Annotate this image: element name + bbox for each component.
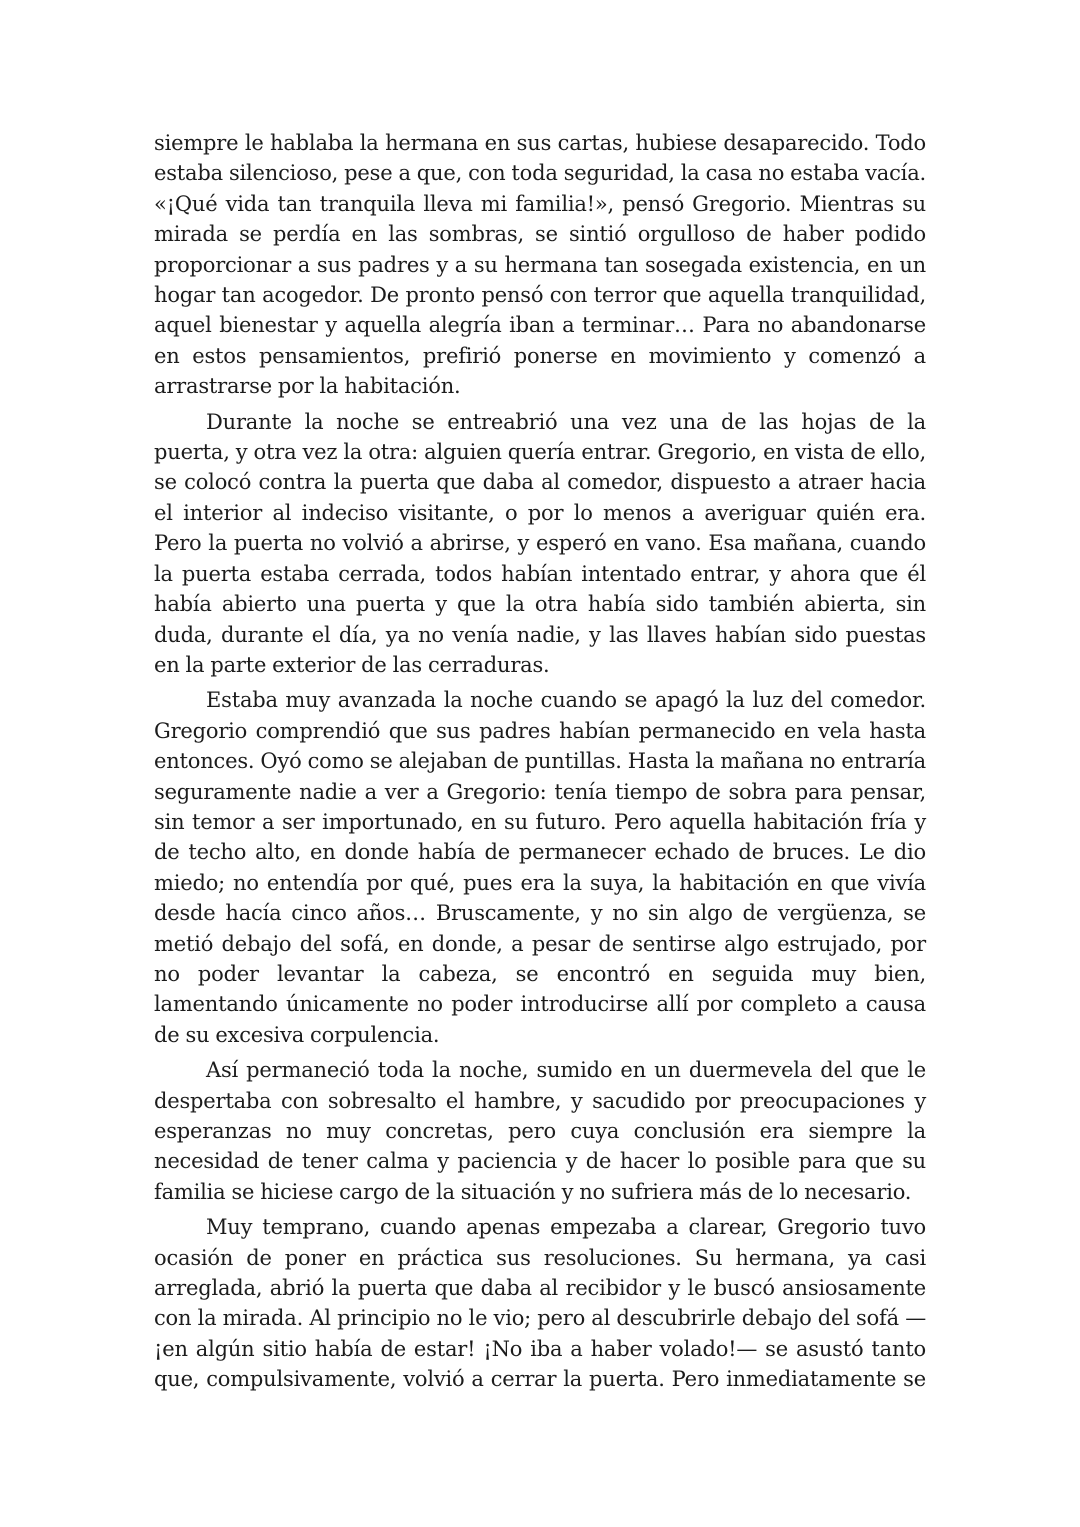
paragraph-3: Estaba muy avanzada la noche cuando se apagó la luz del comedor. Gregorio comprendió que sus padres habían permanecido en vela hasta entonces. Oyó como se alejaban de puntillas. Hasta la mañana no entraría seguramente nadie a ver a Gregorio: tenía tiempo de sobra para pensar, sin temor a ser importunado, en su futuro. Pero aquella habitación fría y de techo alto, en donde había de permanecer echado de bruces. Le dio miedo; no entendía por qué, pues era la suya, la habitación en que vivía desde hacía cinco años… Bruscamente, y no sin algo de vergüenza, se metió debajo del sofá, en donde, a pesar de sentirse algo estrujado, por no poder levantar la cabeza, se encontró en seguida muy bien, lamentando únicamente no poder introducirse allí por completo a causa de su excesiva corpulencia. (154, 688, 926, 1047)
paragraph-4: Así permaneció toda la noche, sumido en un duermevela del que le despertaba con sobresalto el hambre, y sacudido por preocupaciones y esperanzas no muy concretas, pero cuya conclusión era siempre la necesidad de tener calma y paciencia y de hacer lo posible para que su familia se hiciese cargo de la situación y no sufriera más de lo necesario. (154, 1058, 926, 1204)
paragraph-1: siempre le hablaba la hermana en sus cartas, hubiese desaparecido. Todo estaba silencioso, pese a que, con toda seguridad, la casa no estaba vacía. «¡Qué vida tan tranquila lleva mi familia!», pensó Gregorio. Mientras su mirada se perdía en las sombras, se sintió orgulloso de haber podido proporcionar a sus padres y a su hermana tan sosegada existencia, en un hogar tan acogedor. De pronto pensó con terror que aquella tranquilidad, aquel bienestar y aquella alegría iban a terminar… Para no abandonarse en estos pensamientos, prefirió ponerse en movimiento y comenzó a arrastrarse por la habitación. (154, 131, 926, 399)
paragraph-2: Durante la noche se entreabrió una vez una de las hojas de la puerta, y otra vez la otra: alguien quería entrar. Gregorio, en vista de ello, se colocó contra la puerta que daba al comedor, dispuesto a atraer hacia el interior al indeciso visitante, o por lo menos a averiguar quién era. Pero la puerta no volvió a abrirse, y esperó en vano. Esa mañana, cuando la puerta estaba cerrada, todos habían intentado entrar, y ahora que él había abierto una puerta y que la otra había sido también abierta, sin duda, durante el día, ya no venía nadie, y las llaves habían sido puestas en la parte exterior de las cerraduras. (154, 409, 926, 677)
paragraph-5: Muy temprano, cuando apenas empezaba a clarear, Gregorio tuvo ocasión de poner en práctica sus resoluciones. Su hermana, ya casi arreglada, abrió la puerta que daba al recibidor y le buscó ansiosamente con la mirada. Al principio no le vio; pero al descubrirle debajo del sofá —¡en algún sitio había de estar! ¡No iba a haber volado!— se asustó tanto que, compulsivamente, volvió a cerrar la puerta. Pero inmediatamente se (154, 1215, 926, 1392)
page-body (154, 128, 926, 1400)
